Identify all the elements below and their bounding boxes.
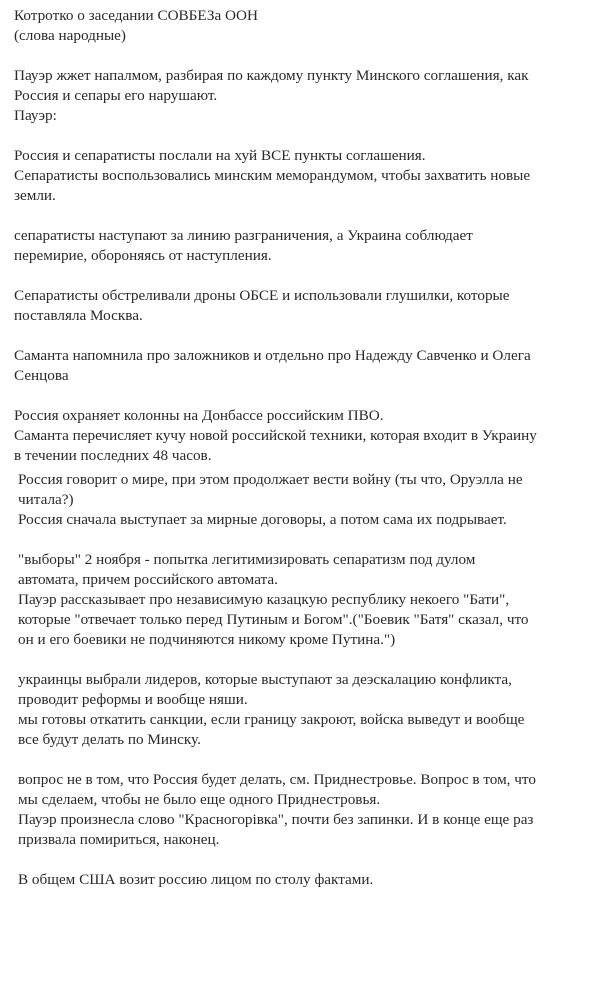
text-line: (слова народные) <box>14 27 126 44</box>
paragraph <box>14 406 592 466</box>
text-line: Сепаратисты обстреливали дроны ОБСЕ и использовали глушилки, которые <box>14 287 510 304</box>
text-line: "выборы" 2 ноября - попытка легитимизировать сепаратизм под дулом <box>18 551 476 568</box>
text-line: Пауэр: <box>14 107 57 124</box>
text-line: мы готовы откатить санкции, если границу закроют, войска выведут и вообще <box>18 711 525 728</box>
paragraph <box>14 470 592 530</box>
paragraph <box>14 66 592 126</box>
paragraph <box>14 286 592 326</box>
text-line: Сенцова <box>14 367 69 384</box>
document-body <box>14 6 592 910</box>
text-line: В общем США возит россию лицом по столу фактами. <box>18 871 374 888</box>
text-line: Пауэр жжет напалмом, разбирая по каждому пункту Минского соглашения, как <box>14 67 529 84</box>
paragraph-conclusion <box>14 870 592 890</box>
text-line: мы сделаем, чтобы не было еще одного Приднестровья. <box>18 791 381 808</box>
paragraph <box>14 346 592 386</box>
paragraph <box>14 770 592 850</box>
text-line: Россия и сепары его нарушают. <box>14 87 218 104</box>
text-line: Котротко о заседании СОВБЕЗа ООН <box>14 7 258 24</box>
text-line: Пауэр произнесла слово "Красногорівка", почти без запинки. И в конце еще раз <box>18 811 534 828</box>
paragraph <box>14 670 592 750</box>
text-line: Сепаратисты воспользовались минским меморандумом, чтобы захватить новые <box>14 167 531 184</box>
text-line: перемирие, обороняясь от наступления. <box>14 247 272 264</box>
text-line: автомата, причем российского автомата. <box>18 571 278 588</box>
text-line: сепаратисты наступают за линию разграничения, а Украина соблюдает <box>14 227 473 244</box>
paragraph <box>14 146 592 206</box>
text-line: Пауэр рассказывает про независимую казацкую республику некоего "Бати", <box>18 591 510 608</box>
paragraph <box>14 550 592 650</box>
text-line: в течении последних 48 часов. <box>14 447 212 464</box>
text-line: вопрос не в том, что Россия будет делать, см. Приднестровье. Вопрос в том, что <box>18 771 536 788</box>
text-line: украинцы выбрали лидеров, которые выступают за деэскалацию конфликта, <box>18 671 512 688</box>
text-line: поставляла Москва. <box>14 307 143 324</box>
text-line: Саманта напомнила про заложников и отдельно про Надежду Савченко и Олега <box>14 347 531 364</box>
text-line: проводит реформы и вообще няши. <box>18 691 248 708</box>
text-line: Саманта перечисляет кучу новой российской техники, которая входит в Украину <box>14 427 537 444</box>
paragraph-title <box>14 6 592 46</box>
text-line: Россия и сепаратисты послали на хуй ВСЕ пункты соглашения. <box>14 147 426 164</box>
text-line: которые "отвечает только перед Путиным и Богом".("Боевик "Батя" сказал, что <box>18 611 529 628</box>
text-line: Россия говорит о мире, при этом продолжает вести войну (ты что, Оруэлла не <box>18 471 523 488</box>
paragraph <box>14 226 592 266</box>
text-line: читала?) <box>18 491 74 508</box>
text-line: он и его боевики не подчиняются никому кроме Путина.") <box>18 631 396 648</box>
text-line: земли. <box>14 187 56 204</box>
text-line: все будут делать по Минску. <box>18 731 201 748</box>
text-line: Россия охраняет колонны на Донбассе российским ПВО. <box>14 407 384 424</box>
text-line: призвала помириться, наконец. <box>18 831 220 848</box>
text-line: Россия сначала выступает за мирные договоры, а потом сама их подрывает. <box>18 511 507 528</box>
